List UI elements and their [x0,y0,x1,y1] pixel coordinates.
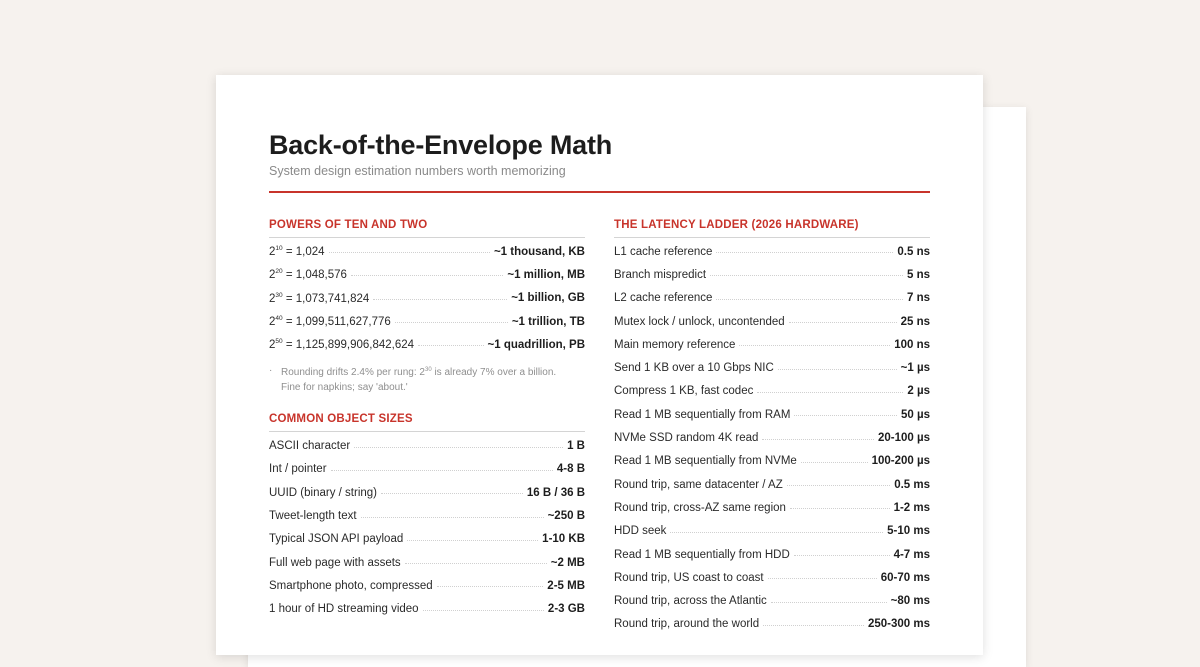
leader-dots [778,369,897,370]
powers-row [269,333,585,356]
size-label: Full web page with assets [269,556,401,569]
powers-expression: $2^{30} = 1,073,741,824$ [269,291,370,305]
latency-value: 50 µs [900,408,930,421]
latency-row [614,450,930,473]
powers-value: ~1 billion, GB [511,292,585,305]
size-row [269,434,585,457]
latency-label: L2 cache reference [614,292,713,305]
latency-row [614,543,930,566]
latency-row [614,496,930,519]
size-row [269,574,585,597]
leader-dots [423,610,544,611]
size-value: 4-8 B [556,463,585,476]
powers-row [269,310,585,333]
size-label: Tweet-length text [269,510,357,523]
leader-dots [351,275,503,276]
leader-dots [763,625,864,626]
latency-label: Round trip, US coast to coast [614,571,764,584]
leader-dots [789,322,897,323]
latency-label: Main memory reference [614,338,736,351]
latency-row [614,520,930,543]
leader-dots [405,563,547,564]
powers-row [269,240,585,263]
latency-row [614,613,930,636]
latency-label: NVMe SSD random 4K read [614,432,759,445]
latency-label: Read 1 MB sequentially from NVMe [614,455,797,468]
size-value: 1 B [567,440,585,453]
powers-row [269,263,585,286]
latency-value: 0.5 ns [897,245,930,258]
size-label: 1 hour of HD streaming video [269,603,419,616]
leader-dots [354,447,563,448]
latency-value: 2 µs [907,385,930,398]
size-value: ~250 B [547,510,585,523]
latency-label: Branch mispredict [614,268,707,281]
leader-dots [716,299,903,300]
size-row [269,504,585,527]
latency-label: Send 1 KB over a 10 Gbps NIC [614,362,774,375]
leader-dots [787,485,890,486]
latency-value: 1-2 ms [893,501,930,514]
powers-row [269,287,585,310]
latency-value: 60-70 ms [880,571,930,584]
note-bullet: · [269,365,273,377]
latency-row [614,473,930,496]
size-row [269,598,585,621]
size-label: Typical JSON API payload [269,533,404,546]
leader-dots [418,345,483,346]
latency-value: 250-300 ms [867,618,930,631]
leader-dots [794,555,890,556]
latency-label: Mutex lock / unlock, uncontended [614,315,785,328]
leader-dots [381,493,523,494]
size-row [269,481,585,504]
leader-dots [762,439,874,440]
left-column [269,219,585,621]
size-row [269,458,585,481]
cheat-sheet-page [216,75,983,655]
powers-expression: $2^{10} = 1,024$ [269,245,325,259]
latency-value: 5-10 ms [887,525,930,538]
page-subtitle: System design estimation numbers worth memorizing [269,164,566,178]
size-value: 2-3 GB [547,603,585,616]
latency-value: 5 ns [906,268,930,281]
leader-dots [331,470,553,471]
leader-dots [437,586,544,587]
leader-dots [801,462,868,463]
latency-value: 20-100 µs [877,432,930,445]
latency-value: 100 ns [894,338,930,351]
leader-dots [716,252,893,253]
section-title-latency: THE LATENCY LADDER (2026 HARDWARE) [614,219,930,238]
powers-expression: $2^{40} = 1,099,511,627,776$ [269,315,391,329]
latency-row [614,356,930,379]
leader-dots [768,578,877,579]
latency-value: ~80 ms [890,595,930,608]
leader-dots [361,517,544,518]
leader-dots [710,275,903,276]
page-title: Back-of-the-Envelope Math [269,130,613,160]
title-divider [269,191,930,193]
rounding-note: · Rounding drifts 2.4% per rung: $2^{30}$ is already 7% over a billion. Fine for napkins; say 'about.' [269,365,557,394]
section-title-powers: POWERS OF TEN AND TWO [269,219,585,238]
latency-label: Compress 1 KB, fast codec [614,385,754,398]
latency-row [614,380,930,403]
size-value: 1-10 KB [542,533,585,546]
leader-dots [395,322,508,323]
latency-label: Read 1 MB sequentially from HDD [614,548,790,561]
leader-dots [670,532,883,533]
latency-value: 25 ns [900,315,930,328]
size-row [269,551,585,574]
powers-value: ~1 million, MB [507,268,585,281]
powers-expression: $2^{20} = 1,048,576$ [269,268,347,282]
latency-label: HDD seek [614,525,667,538]
powers-value: ~1 thousand, KB [493,245,585,258]
latency-label: Read 1 MB sequentially from RAM [614,408,791,421]
powers-value: ~1 quadrillion, PB [487,338,585,351]
latency-value: 100-200 µs [871,455,930,468]
latency-label: Round trip, across the Atlantic [614,595,767,608]
latency-label: Round trip, same datacenter / AZ [614,478,783,491]
leader-dots [329,252,490,253]
leader-dots [771,602,887,603]
section-title-sizes: COMMON OBJECT SIZES [269,413,585,432]
latency-value: ~1 µs [900,362,930,375]
size-label: ASCII character [269,440,351,453]
latency-row [614,287,930,310]
latency-row [614,263,930,286]
leader-dots [794,415,897,416]
size-row [269,528,585,551]
latency-label: L1 cache reference [614,245,713,258]
latency-value: 7 ns [906,292,930,305]
latency-row [614,333,930,356]
size-label: Smartphone photo, compressed [269,579,433,592]
latency-label: Round trip, cross-AZ same region [614,501,786,514]
size-label: UUID (binary / string) [269,486,377,499]
leader-dots [757,392,903,393]
latency-row [614,310,930,333]
latency-row [614,589,930,612]
size-label: Int / pointer [269,463,327,476]
powers-value: ~1 trillion, TB [511,315,585,328]
latency-value: 4-7 ms [893,548,930,561]
leader-dots [407,540,538,541]
latency-row [614,426,930,449]
latency-value: 0.5 ms [894,478,930,491]
size-value: 16 B / 36 B [526,486,585,499]
latency-row [614,403,930,426]
powers-expression: $2^{50} = 1,125,899,906,842,624$ [269,338,415,352]
right-column [614,219,930,636]
latency-row [614,566,930,589]
size-value: ~2 MB [550,556,585,569]
latency-row [614,240,930,263]
leader-dots [790,508,890,509]
leader-dots [373,299,507,300]
latency-label: Round trip, around the world [614,618,760,631]
leader-dots [739,345,890,346]
size-value: 2-5 MB [547,579,585,592]
